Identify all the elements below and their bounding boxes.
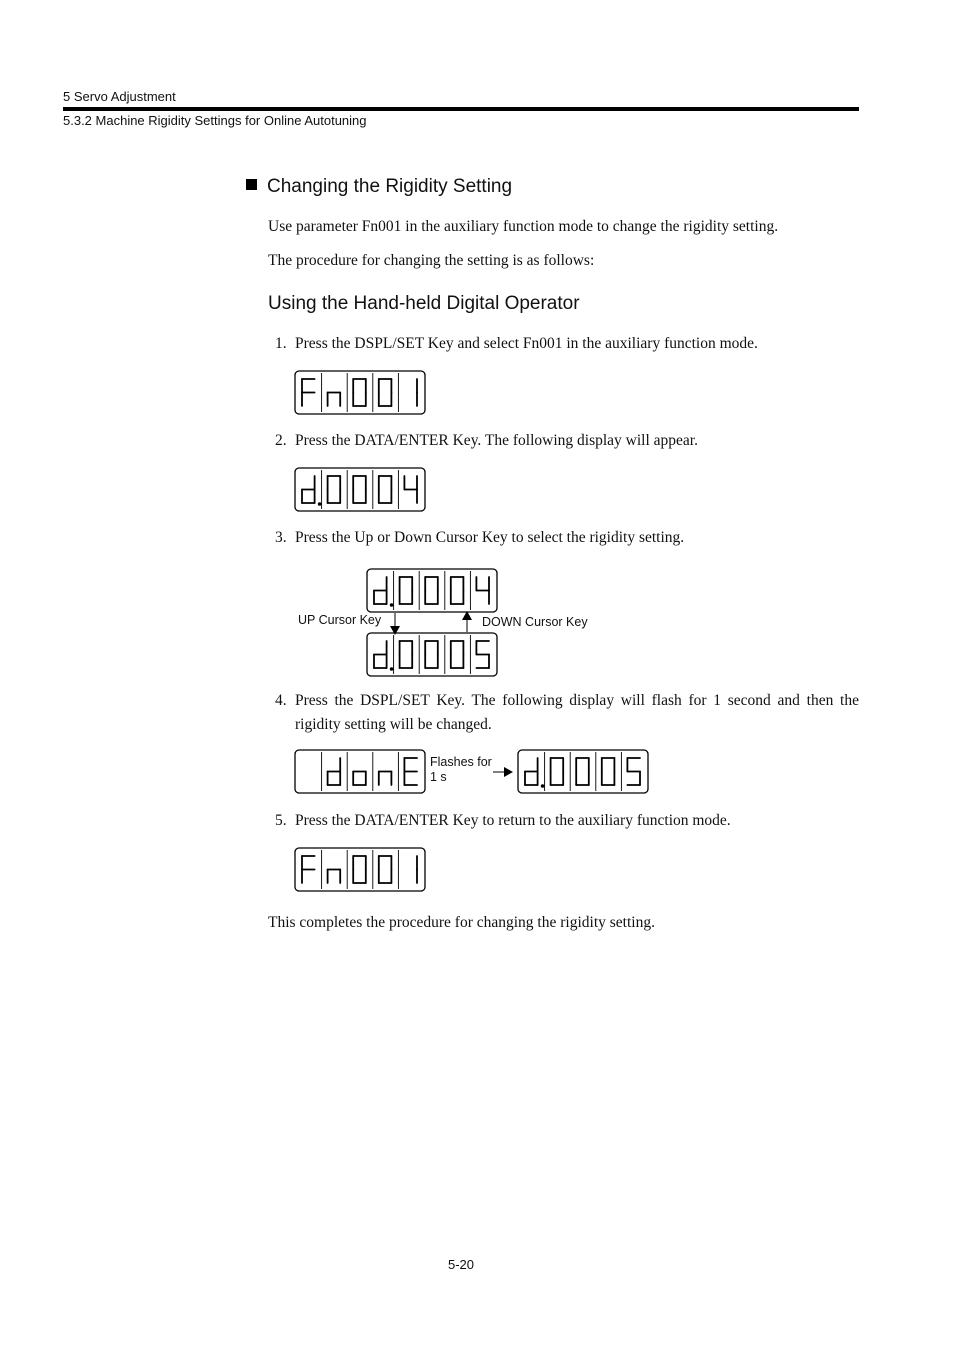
operator-display-d0004 (294, 467, 426, 512)
chapter-header: 5 Servo Adjustment (63, 89, 176, 104)
step-number: 3. (275, 529, 287, 546)
conclusion-paragraph: This completes the procedure for changing the rigidity setting. (268, 914, 655, 931)
step-text: Press the Up or Down Cursor Key to select the rigidity setting. (295, 529, 685, 546)
square-bullet-icon (246, 179, 257, 190)
section-heading-text: Changing the Rigidity Setting (267, 176, 513, 197)
down-cursor-key-label: DOWN Cursor Key (482, 615, 588, 629)
step-number: 5. (275, 812, 287, 829)
operator-display-fn001 (294, 370, 426, 415)
section-header: 5.3.2 Machine Rigidity Settings for Online Autotuning (63, 113, 367, 128)
operator-display-done (294, 749, 426, 794)
step-4 (275, 689, 859, 737)
step-number: 4. (275, 692, 287, 709)
step-text: Press the DATA/ENTER Key to return to the auxiliary function mode. (295, 812, 731, 829)
section-heading (246, 176, 512, 198)
step-text: Press the DSPL/SET Key. The following display will flash for 1 second and then the (295, 692, 859, 709)
step-5 (275, 812, 731, 830)
flashes-label-line2: 1 s (430, 770, 447, 784)
down-arrow-icon (390, 626, 400, 635)
step-1 (275, 335, 758, 353)
step-number: 1. (275, 335, 287, 352)
step-text: Press the DSPL/SET Key and select Fn001 in the auxiliary function mode. (295, 335, 758, 352)
up-cursor-key-label: UP Cursor Key (298, 613, 382, 627)
step-2 (275, 432, 698, 450)
step-number: 2. (275, 432, 287, 449)
subheading: Using the Hand-held Digital Operator (268, 293, 580, 314)
header-rule (63, 107, 859, 111)
cursor-arrows (385, 606, 475, 636)
step-3 (275, 529, 684, 547)
up-arrow-icon (462, 611, 472, 620)
right-arrow-icon (493, 765, 515, 779)
flashes-label-line1: Flashes for (430, 755, 492, 769)
intro-paragraph-1: Use parameter Fn001 in the auxiliary function mode to change the rigidity setting. (268, 218, 779, 235)
page-number: 5-20 (447, 1257, 475, 1272)
operator-display-d0005-lower (366, 632, 498, 677)
intro-paragraph-2: The procedure for changing the setting is as follows: (268, 252, 595, 269)
operator-display-fn001-return (294, 847, 426, 892)
step-text-continued: rigidity setting will be changed. (295, 716, 492, 733)
operator-display-d0005-result (517, 749, 649, 794)
step-text: Press the DATA/ENTER Key. The following display will appear. (295, 432, 698, 449)
